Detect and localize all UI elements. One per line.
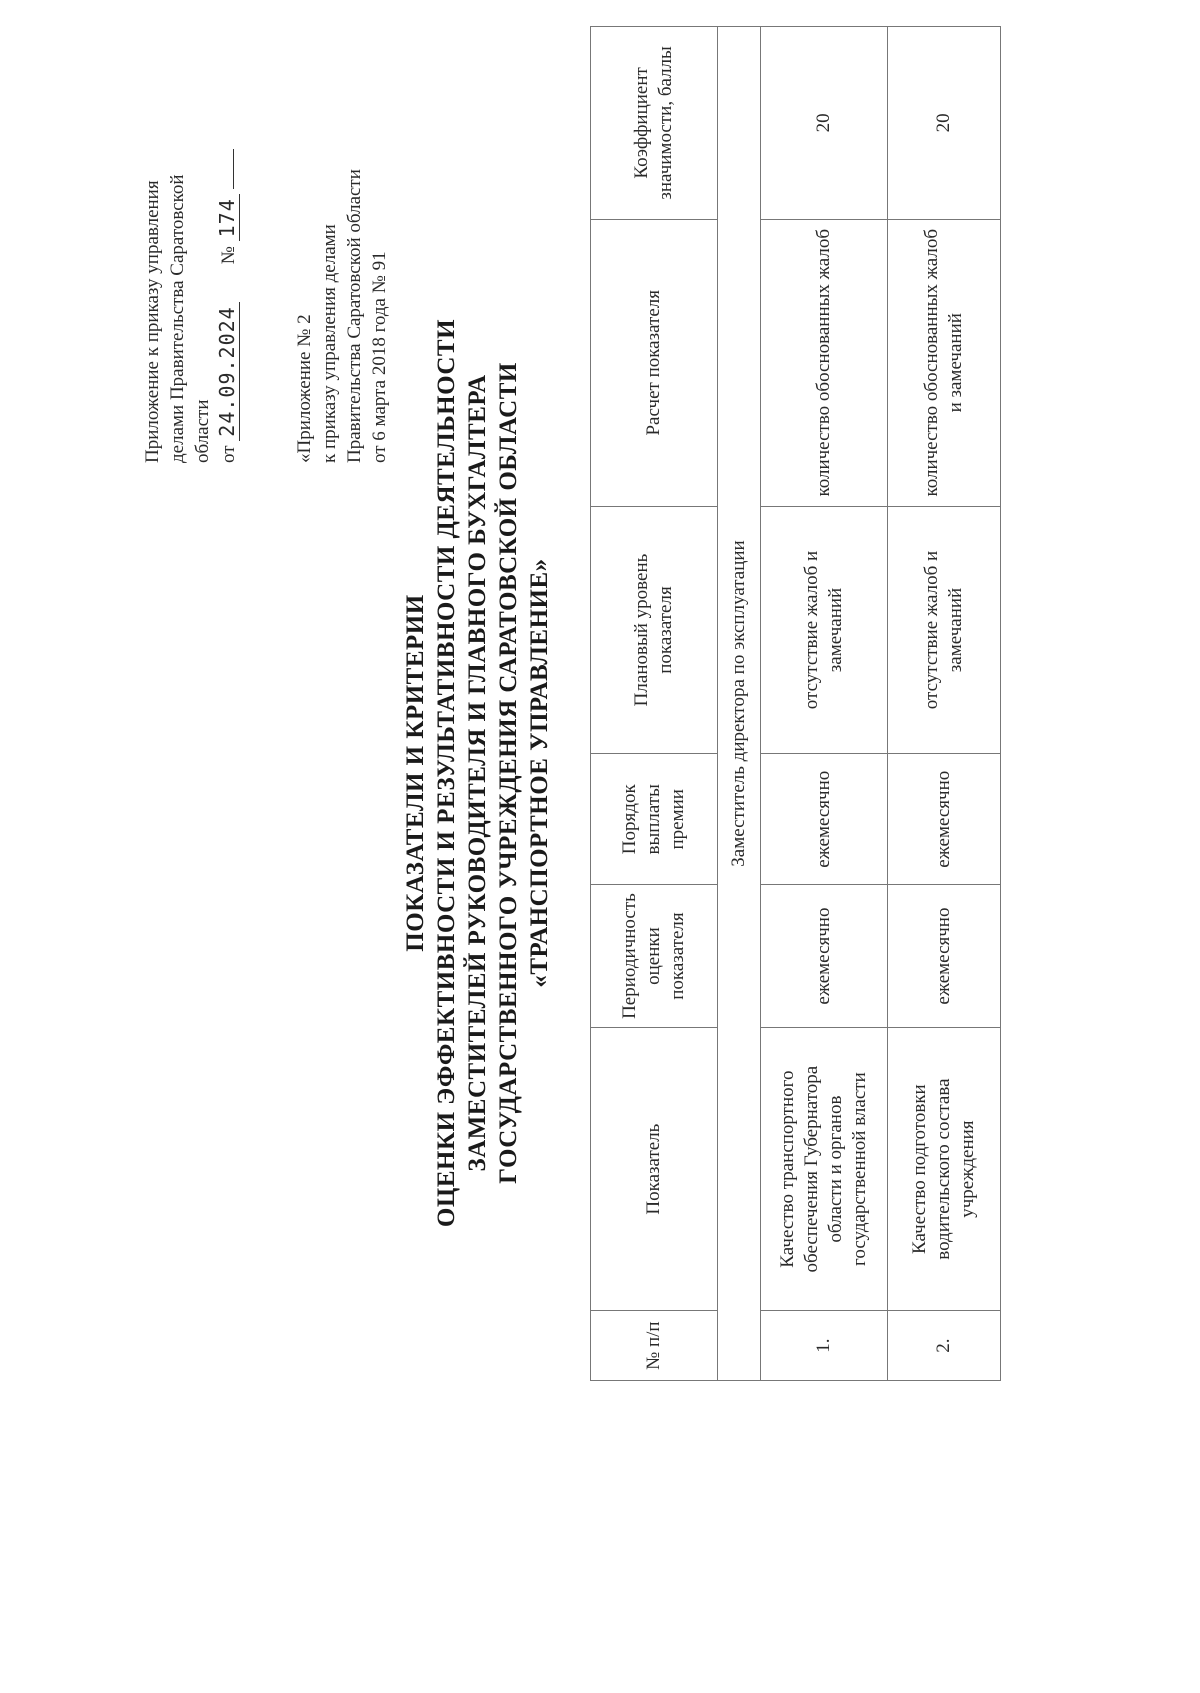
- cell-indicator: Качество транспортного обеспечения Губернатора области и органов государственной власти: [761, 1027, 888, 1310]
- cell-coef: 20: [888, 27, 1001, 220]
- table-row: [888, 27, 1001, 1381]
- approval-note: [140, 43, 241, 463]
- header-order: Порядок выплаты премии: [591, 754, 718, 885]
- annex-line-2: к приказу управления делами: [319, 224, 340, 463]
- number-underline: [233, 150, 234, 190]
- cell-calc: количество обоснованных жалоб: [761, 219, 888, 506]
- section-title: Заместитель директора по эксплуатации: [718, 27, 761, 1381]
- cell-periodicity: ежемесячно: [761, 885, 888, 1028]
- title-line-4: ГОСУДАРСТВЕННОГО УЧРЕЖДЕНИЯ САРАТОВСКОЙ ОБЛАСТИ: [495, 362, 522, 1184]
- header-plan: Плановый уровень показателя: [591, 506, 718, 754]
- table-header-row: [591, 27, 718, 1381]
- approval-number: 174: [215, 194, 240, 241]
- cell-num: 1.: [761, 1311, 888, 1381]
- cell-indicator: Качество подготовки водительского состава учреждения: [888, 1027, 1001, 1310]
- header-calc: Расчет показателя: [591, 219, 718, 506]
- annex-line-1: «Приложение № 2: [294, 314, 315, 463]
- cell-calc: количество обоснованных жалоб и замечаний: [888, 219, 1001, 506]
- title-line-2: ОЦЕНКИ ЭФФЕКТИВНОСТИ И РЕЗУЛЬТАТИВНОСТИ ДЕЯТЕЛЬНОСТИ: [433, 318, 460, 1228]
- annex-line-3: Правительства Саратовской области: [344, 169, 365, 463]
- approval-date-line: [215, 43, 241, 463]
- cell-plan: отсутствие жалоб и замечаний: [761, 506, 888, 754]
- title-line-1: ПОКАЗАТЕЛИ И КРИТЕРИИ: [402, 594, 429, 952]
- header-indicator: Показатель: [591, 1027, 718, 1310]
- cell-periodicity: ежемесячно: [888, 885, 1001, 1028]
- annex-line-4: от 6 марта 2018 года № 91: [369, 251, 390, 463]
- approval-line-2: делами Правительства Саратовской: [167, 174, 188, 463]
- cell-plan: отсутствие жалоб и замечаний: [888, 506, 1001, 754]
- cell-order: ежемесячно: [888, 754, 1001, 885]
- title-line-5: «ТРАНСПОРТНОЕ УПРАВЛЕНИЕ»: [526, 558, 553, 988]
- cell-coef: 20: [761, 27, 888, 220]
- header-coef: Коэффициент значимости, баллы: [591, 27, 718, 220]
- cell-num: 2.: [888, 1311, 1001, 1381]
- date-prefix: от: [218, 445, 239, 463]
- cell-order: ежемесячно: [761, 754, 888, 885]
- title-line-3: ЗАМЕСТИТЕЛЕЙ РУКОВОДИТЕЛЯ И ГЛАВНОГО БУХГАЛТЕРА: [464, 374, 491, 1172]
- number-prefix: №: [218, 246, 239, 265]
- criteria-table: [590, 26, 1001, 1381]
- table-row: [761, 27, 888, 1381]
- section-row: [718, 27, 761, 1381]
- approval-date: 24.09.2024: [215, 302, 240, 440]
- header-periodicity: Периодичность оценки показателя: [591, 885, 718, 1028]
- approval-line-3: области: [192, 399, 213, 463]
- annex-reference: [292, 33, 392, 463]
- header-num: № п/п: [591, 1311, 718, 1381]
- document-title: [400, 153, 555, 1393]
- approval-line-1: Приложение к приказу управления: [142, 180, 163, 463]
